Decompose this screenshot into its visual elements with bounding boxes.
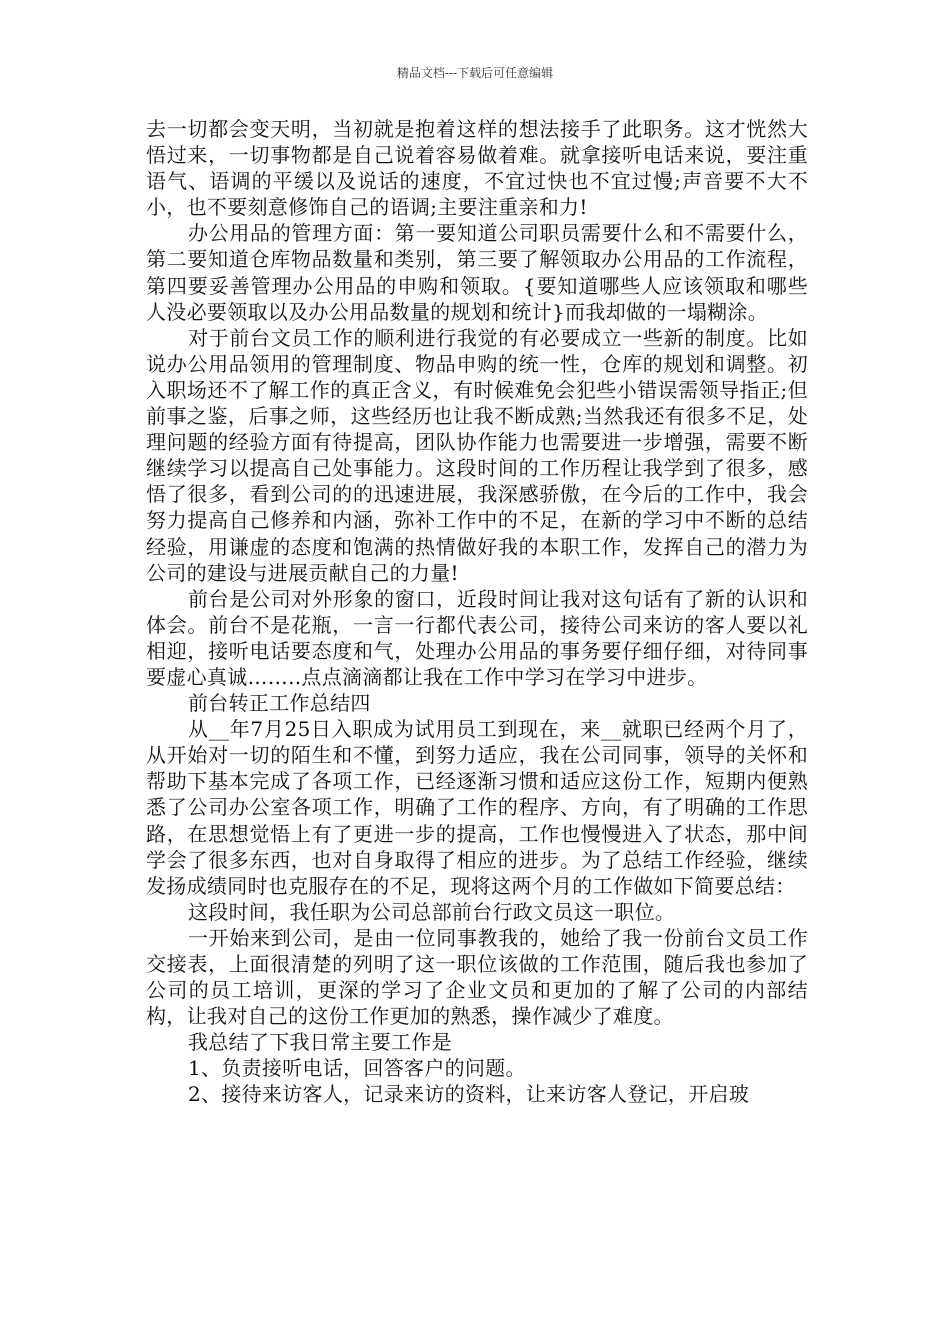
paragraph-training: 一开始来到公司，是由一位同事教我的，她给了我一份前台文员工作交接表，上面很清楚的列明了这一职位该做的工作范围，随后我也参加了公司的员工培训，更深的学习了企业文员和更加的了解了公司的内部结构，让我对自己的这份工作更加的熟悉，操作减少了难度。 (146, 925, 808, 1029)
paragraph-new-rules: 对于前台文员工作的顺利进行我觉的有必要成立一些新的制度。比如说办公用品领用的管理制度、物品申购的统一性，仓库的规划和调整。初入职场还不了解工作的真正含义，有时候难免会犯些小错误需领导指正;但前事之鉴，后事之师，这些经历也让我不断成熟;当然我还有很多不足，处理问题的经验方面有待提高，团队协作能力也需要进一步增强，需要不断继续学习以提高自己处事能力。这段时间的工作历程让我学到了很多，感悟了很多，看到公司的的迅速进展，我深感骄傲，在今后的工作中，我会努力提高自己修养和内涵，弥补工作中的不足，在新的学习中不断的总结经验，用谦虚的态度和饱满的热情做好我的本职工作，发挥自己的潜力为公司的建设与进展贡献自己的力量! (146, 325, 808, 585)
page-header: 精品文档---下载后可任意编辑 (396, 66, 554, 80)
paragraph-daily-work-intro: 我总结了下我日常主要工作是 (188, 1030, 452, 1055)
section-heading-summary-four: 前台转正工作总结四 (188, 691, 371, 716)
paragraph-position: 这段时间，我任职为公司总部前台行政文员这一职位。 (188, 899, 676, 924)
paragraph-front-desk-window: 前台是公司对外形象的窗口，近段时间让我对这句话有了新的认识和体会。前台不是花瓶，一言一行都代表公司，接待公司来访的客人要以礼相迎，接听电话要态度和气，处理办公用品的事务要仔细仔细，对待同事要虚心真诚……..点点滴滴都让我在工作中学习在学习中进步。 (146, 586, 808, 689)
paragraph-two-months: 从__年7月25日入职成为试用员工到现在，来__就职已经两个月了，从开始对一切的陌生和不懂，到努力适应，我在公司同事，领导的关怀和帮助下基本完成了各项工作，已经逐渐习惯和适应这份工作，短期内便熟悉了公司办公室各项工作，明确了工作的程序、方向，有了明确的工作思路，在思想觉悟上有了更进一步的提高，工作也慢慢进入了状态，那中间学会了很多东西，也对自身取得了相应的进步。为了总结工作经验，继续发扬成绩同时也克服存在的不足，现将这两个月的工作做如下简要总结： (146, 717, 808, 898)
list-item-1: 1、负责接听电话，回答客户的问题。 (188, 1056, 526, 1081)
list-item-2: 2、接待来访客人，记录来访的资料，让来访客人登记，开启玻 (188, 1082, 750, 1107)
paragraph-continuation: 去一切都会变天明，当初就是抱着这样的想法接手了此职务。这才恍然大悟过来，一切事物都是自己说着容易做着难。就拿接听电话来说，要注重语气、语调的平缓以及说话的速度，不宜过快也不宜过慢;声音要不大不小，也不要刻意修饰自己的语调;主要注重亲和力! (146, 117, 808, 220)
document-body (146, 116, 808, 1108)
paragraph-office-supplies: 办公用品的管理方面：第一要知道公司职员需要什么和不需要什么，第二要知道仓库物品数量和类别，第三要了解领取办公用品的工作流程，第四要妥善管理办公用品的申购和领取。{要知道哪些人应该领取和哪些人没必要领取以及办公用品数量的规划和统计}而我却做的一塌糊涂。 (146, 221, 808, 324)
